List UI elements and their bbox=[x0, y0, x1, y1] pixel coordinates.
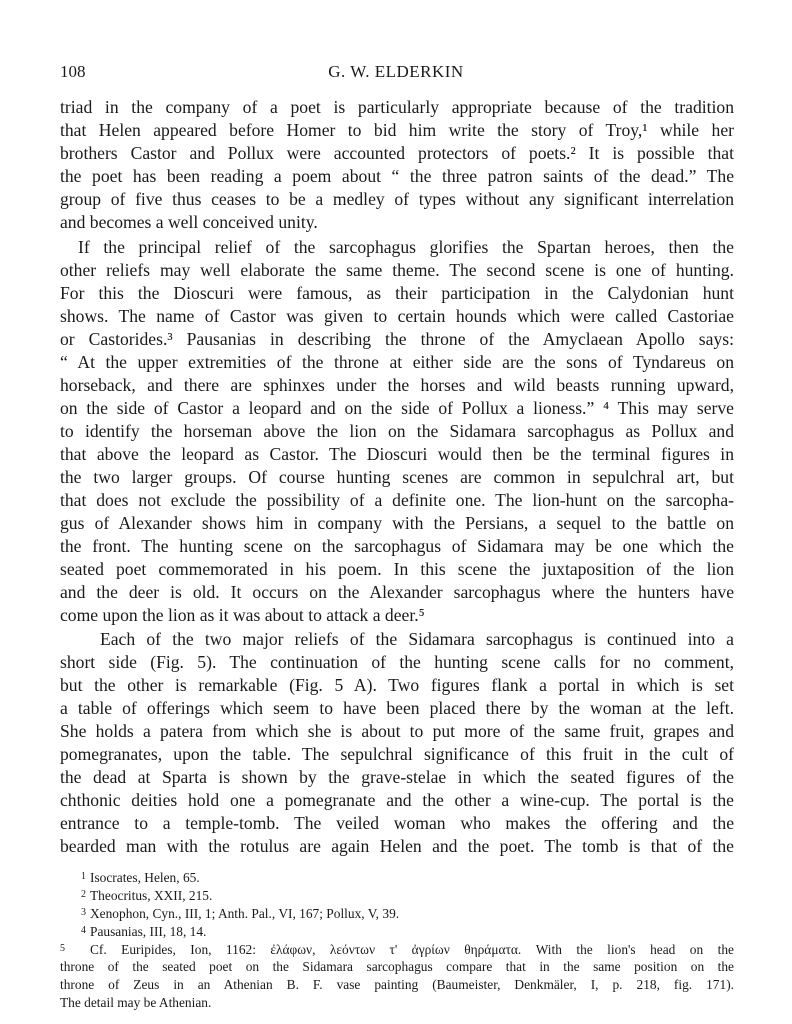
body-line: short side (Fig. 5). The continuation of the hunting scene calls for no comment, bbox=[60, 652, 734, 672]
body-line: the front. The hunting scene on the sarcophagus of Sidamara may be one which the bbox=[60, 536, 734, 556]
footnote-number: 4 bbox=[81, 925, 86, 936]
body-line: horseback, and there are sphinxes under the horses and wild beasts running upward, bbox=[60, 375, 734, 395]
body-line: a table of offerings which seem to have been placed there by the woman at the left. bbox=[60, 698, 734, 718]
body-line: or Castorides.³ Pausanias in describing the throne of the Amyclaean Apollo says: bbox=[60, 329, 734, 349]
body-line: seated poet commemorated in his poem. In this scene the juxtaposition of the lion bbox=[60, 559, 734, 579]
footnote bbox=[60, 940, 734, 958]
body-line: and becomes a well conceived unity. bbox=[60, 212, 318, 232]
footnote-number: 2 bbox=[81, 889, 86, 900]
footnote-text: Theocritus, XXII, 215. bbox=[90, 888, 213, 903]
body-line: to identify the horseman above the lion on the Sidamara sarcophagus as Pollux and bbox=[60, 421, 734, 441]
body-line: shows. The name of Castor was given to certain hounds which were called Castoriae bbox=[60, 306, 734, 326]
paragraph-first-line: Each of the two major reliefs of the Sidamara sarcophagus is continued into a bbox=[100, 629, 734, 649]
footnote-continuation: The detail may be Athenian. bbox=[60, 995, 212, 1010]
footnote-number: 3 bbox=[81, 907, 86, 918]
paragraph-first-line: If the principal relief of the sarcophagus glorifies the Spartan heroes, then the bbox=[78, 237, 734, 257]
body-line: and the deer is old. It occurs on the Alexander sarcophagus where the hunters have bbox=[60, 582, 734, 602]
footnote-text: Pausanias, III, 18, 14. bbox=[90, 924, 207, 939]
footnote-continuation: throne of Zeus in an Athenian B. F. vase painting (Baumeister, Denkmäler, I, p. 218, fig. 171). bbox=[60, 977, 734, 992]
footnote-text: Cf. Euripides, Ion, 1162: ἐλάφων, λεόντων τ' ἀγρίων θηράματα. With the lion's head on the bbox=[90, 942, 734, 957]
footnote-continuation: throne of the seated poet on the Sidamara sarcophagus compare that in the same position on the bbox=[60, 959, 734, 974]
body-line: on the side of Castor a leopard and on the side of Pollux a lioness.” ⁴ This may serve bbox=[60, 398, 734, 418]
footnote-text: Isocrates, Helen, 65. bbox=[90, 870, 200, 885]
body-line: other reliefs may well elaborate the same theme. The second scene is one of hunting. bbox=[60, 260, 734, 280]
body-line: that above the leopard as Castor. The Dioscuri would then be the terminal figures in bbox=[60, 444, 734, 464]
body-line: She holds a patera from which she is about to put more of the same fruit, grapes and bbox=[60, 721, 734, 741]
page-header bbox=[60, 62, 732, 86]
footnote bbox=[60, 886, 734, 904]
body-line: bearded man with the rotulus are again Helen and the poet. The tomb is that of the bbox=[60, 836, 734, 856]
page-number: 108 bbox=[60, 62, 86, 81]
body-line: the two larger groups. Of course hunting scenes are common in sepulchral art, but bbox=[60, 467, 734, 487]
footnote-number: 1 bbox=[81, 871, 86, 882]
body-line: pomegranates, upon the table. The sepulchral significance of this fruit in the cult of bbox=[60, 744, 734, 764]
footnote bbox=[60, 922, 734, 940]
body-line: brothers Castor and Pollux were accounted protectors of poets.² It is possible that bbox=[60, 143, 734, 163]
footnote bbox=[60, 904, 734, 922]
body-line: that does not exclude the possibility of a definite one. The lion-hunt on the sarcopha- bbox=[60, 490, 734, 510]
body-line: that Helen appeared before Homer to bid him write the story of Troy,¹ while her bbox=[60, 120, 734, 140]
body-line: entrance to a temple-tomb. The veiled woman who makes the offering and the bbox=[60, 813, 734, 833]
footnote-number: 5 bbox=[60, 943, 65, 954]
body-line: come upon the lion as it was about to attack a deer.⁵ bbox=[60, 605, 425, 625]
body-line: “ At the upper extremities of the throne at either side are the sons of Tyndareus on bbox=[60, 352, 734, 372]
body-line: gus of Alexander shows him in company with the Persians, a sequel to the battle on bbox=[60, 513, 734, 533]
body-line: group of five thus ceases to be a medley of types without any significant interrelation bbox=[60, 189, 734, 209]
body-line: triad in the company of a poet is particularly appropriate because of the tradition bbox=[60, 97, 734, 117]
body-line: but the other is remarkable (Fig. 5 A). Two figures flank a portal in which is set bbox=[60, 675, 734, 695]
footnote-text: Xenophon, Cyn., III, 1; Anth. Pal., VI, 167; Pollux, V, 39. bbox=[90, 906, 400, 921]
body-line: the dead at Sparta is shown by the grave-stelae in which the seated figures of the bbox=[60, 767, 734, 787]
body-line: For this the Dioscuri were famous, as their participation in the Calydonian hunt bbox=[60, 283, 734, 303]
body-line: chthonic deities hold one a pomegranate and the other a wine-cup. The portal is the bbox=[60, 790, 734, 810]
running-title: G. W. ELDERKIN bbox=[328, 62, 464, 81]
body-line: the poet has been reading a poem about “ the three patron saints of the dead.” The bbox=[60, 166, 734, 186]
footnote bbox=[60, 868, 734, 886]
